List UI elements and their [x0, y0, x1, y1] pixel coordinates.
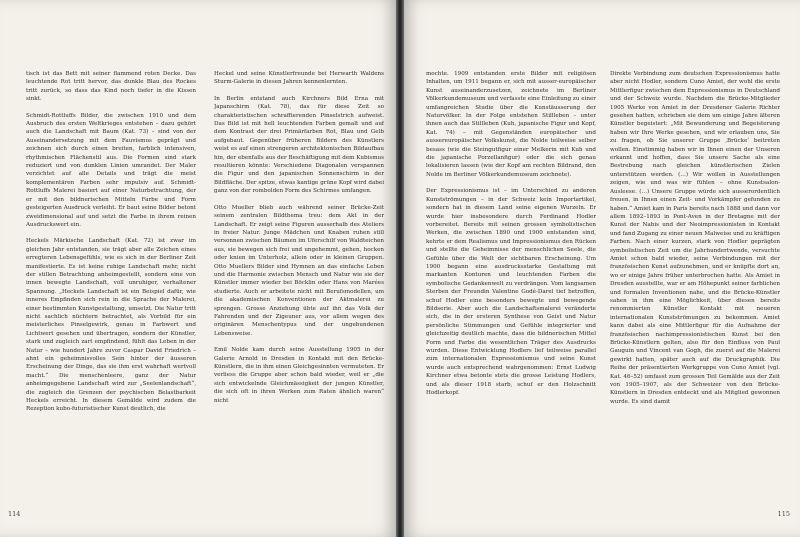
right-page: [404, 0, 800, 537]
book-gutter: [396, 0, 404, 537]
paragraph: tisch ist das Bett mit seiner flammend roten Decke. Das leuchtende Rot tritt hervor, das dunkle Blau des Rockes tritt zurück, so dass das Kind noch tiefer in die Kissen sinkt.: [26, 71, 196, 103]
paragraph: Emil Nolde kam durch seine Ausstellung 1905 in der Galerie Arnold in Dresden in Kontakt mit den Brücke-Künstlern, die in ihm einen Gleichgesinnten vermuteten. Er verliess die Gruppe aber schon bald wieder, weil er „die sich entwickelnde Gleichmässigkeit der jungen Künstler, die sich oft in ihren Werken zum Raten ähnlich waren“ nicht: [214, 347, 384, 404]
left-page-column-2: [214, 70, 384, 510]
paragraph: Heckel und seine Künstlerfreunde bei Herwarth Waldens Sturm-Galerie in diesen Jahren kennenlernten.: [214, 71, 384, 86]
right-page-column-2: [610, 70, 780, 510]
left-page: [0, 0, 396, 537]
page-number: 114: [8, 510, 21, 518]
right-page-column-1: [426, 70, 596, 510]
left-page-column-1: [26, 70, 196, 510]
page-number: 115: [777, 510, 790, 518]
paragraph: In Berlin entstand auch Kirchners Bild Erna mit Japanschirm (Kat. 78), das für diese Zeit so charakteristischen schraffierenden Pinselstrich aufweist. Das Bild ist mit hell leuchtenden Farben gemalt und auf dem Kontrast der drei Primärfarben Rot, Blau und Gelb aufgebaut. Gegenüber früheren Bildern des Künstlers weist es auf einen strengeren architektonischen Bildaufbau hin, der ebenfalls aus der Beschäftigung mit dem Kubismus resultieren könnte: Verschiedene Diagonalen verspannen die Figur und den japanischen Sonnenschirm in der Bildfläche. Der spitze, etwas kantige grüne Kopf wird dabei ganz von der rombolden Form des Schirmes umfangen.: [214, 95, 384, 195]
paragraph: mochte. 1909 entstanden erste Bilder mit religiösen Inhalten, um 1911 begann er, sich mit ausser-europäischer Kunst auseinanderzusetzen, zeichnete im Berliner Völkerkundemuseum und verfasste eine Einleitung zu einer umfangreichen Studie über die Kunstäusserung der Naturvölker. In der Folge entstehen Stillleben – unter ihnen auch das Stillleben (Kuh, japanische Figur und Kopf, Kat. 74) – mit Gegenständen europäischer und aussereuropäischer Volkskunst, die Nolde teilweise selber besass (wie die Steingutfigur einer Melkerin mit Kuh und die japanische Porzellanfigur) oder die sich genau lokalisieren lassen (wie der Kopf am rechten Bildrand, den Nolde im Berliner Völkerkundemuseum zeichnete).: [426, 71, 596, 178]
paragraph: Schmidt-Rottluffs Bilder, die zwischen 1910 und dem Ausbruch des ersten Weltkrieges entstehen – dazu gehört auch die Landschaft mit Baum (Kat. 73) – sind von der Auseinandersetzung mit dem Fauvismus geprägt und zeichnen sich durch einen breiten, farblich intensiven, rhythmischen Flächenstil aus. Die Formen sind stark reduziert und von dunklen Linien umrandet. Der Maler verzichtet auf alle Details und trägt die meist komplementären Farben sehr impulsiv auf. Schmidt-Rottluffs Malerei basiert auf einer Naturbetrachtung, der er mit den bildnerischen Mitteln Farbe und Form gesteigerten Ausdruck verleiht. Er baut seine Bilder betont zweidimensional auf und setzt die Farbe in ihrem reinen Ausdruckswert ein.: [26, 112, 196, 228]
paragraph: Direkte Verbindung zum deutschen Expressionismus hatte aber nicht Hodler, sondern Cuno Amiet, der wohl die erste Mittlerfigur zwischen dem Expressionismus in Deutschland und der Schweiz wurde. Nachdem die Brücke-Mitglieder 1905 Werke von Amiet in der Dresdener Galerie Richter gesehen hatten, schrieben sie dem um einige Jahre älteren Künstler begeistert: „Mit Bewunderung und Begeisterung haben wir Ihre Werke gesehen, und wir erlauben uns, Sie zu fragen, ob Sie unserer Gruppe ‚Brücke‘ beitreten wollen. Einstimmig haben wir in Ihnen einen der Unseren erkannt und hoffen, dass Sie unsere Sache als eine Bestrebung nach gleichen künstlerischen Zielen unterstützen werden. (…) Wir wollen in Ausstellungen zeigen, wie und was wir fühlen – ohne Kunstsalon-Ausleese. (…) Unsere Gruppe würde sich ausserordentlich freuen, in Ihnen einen Zeit- und Vorkämpfer gefunden zu haben.“ Amiet kam in Paris bereits nach 1888 und dann vor allem 1892–1893 in Pont-Aven in der Bretagne mit der Kunst der Nabis und der Neoimpressionisten in Kontakt und fand Zugang zu einer neuen Malweise und zu kräftigen Farben. Nach einer kurzen, stark von Hodler geprägten symbolistischen Zeit um die Jahrhundertwende, versuchte Amiet schon bald wieder, seine Verbindungen mit der französischen Kunst aufzunehmen, und er knüpfte dort an, wo er einige Jahre früher unterbrochen hatte. Als Amiet in Dresden ausstellte, war er am Höhepunkt seiner farblichen und formalen Inventionen nahe, und die Brücke-Künstler sahen in ihm eine Möglichkeit, über diesen bereits renommierten Künstler Kontakt mit neueren internationalen Kunstströmungen zu bekommen. Amiet kann dabei als eine Mittlerfigur für die Aufnahme der französischen nachimpressionistischen Kunst bei den Brücke-Künstlern gelten, also für den Einfluss von Paul Gauguin und Vincent van Gogh, die zuerst auf die Malerei gewirkt hatten, später auch auf die Druckgraphik. Die Reihe der präsentierten Werkgruppe von Cuno Amiet (vgl. Kat. 46–52) umfasst zum grossen Teil Gemälde aus der Zeit von 1905–1907, als der Schweizer von den Brücke-Künstlern in Dresden entdeckt und als Mitglied gewonnen wurde. Es sind damit: [610, 71, 780, 405]
paragraph: Otto Mueller blieb auch während seiner Brücke-Zeit seinem zentralen Bildthema treu: dem Akt in der Landschaft. Er zeigt seine Figuren ausserhalb des Ateliers in freier Natur. Junge Mädchen und Knaben ruhen still versonnen zwischen Bäumen im Uferschilf von Waldteichen aus, sie bewegen sich frei und ungehemmt, gehen, hocken oder knien im Unterholz, allein oder in kleinen Gruppen. Otto Muellers Bilder sind Hymnen an das einfache Leben und die Harmonie zwischen Mensch und Natur wie sie der Künstler immer wieder bei Böcklin oder Hans von Marées studierte. Auch er arbeitete nicht mit Berufsmodellen, um die akademischen Konventionen der Aktmalerei zu sprengen. Grosse Anziehung übte auf ihn das Volk der Fahrenden und der Zigeuner aus, vor allem wegen des originären Menschentypus und der ungebundenen Lebensweise.: [214, 204, 384, 337]
paragraph: Heckels Märkische Landschaft (Kat. 72) ist zwar im gleichen Jahr entstanden, sie trägt aber alle Zeichen eines erregteren Lebensgefühls, wie es sich in der Berliner Zeit manifestierte. Es ist keine ruhige Landschaft mehr, nicht der stillen Betrachtung anheimgestellt, sondern eine von innen bewegte Landschaft, voll unruhiger, verhaltener Spannung. „Heckels Landschaft ist ein Beispiel dafür, wie inneres Empfinden sich rein in die Sprache der Malerei, einer bestimmten Kunstgestaltung, umsetzt. Die Natur tritt nicht sachlich nüchtern betrachtet, als Vorbild für ein meisterliches Pinselgewirk, genau in Farbwert und Lichtwert gesehen und übertragen, sondern der Künstler, stark und zugleich zart empfindend, fühlt das Leben in der Natur – wie hundert Jahre zuvor Caspar David Friedrich – ahnt ein geheimnisvolles Sein hinter der äusseren Erscheinung der Dinge, das sie ihm erst wahrhaft wertvoll macht.“ Die menschenleere, ganz der Natur anheimgegebene Landschaft wird zur „Seelenlandschaft“, die zugleich die Grenzen der psychischen Belastbarkeit Heckels erreicht. In diesem Gemälde wird zudem die Rezeption kubo-futuristischer Kunst deutlich, die: [26, 238, 196, 413]
paragraph: Der Expressionismus ist – im Unterschied zu anderen Kunstströmungen – in der Schweiz kein Importartikel, sondern hat in diesem Land seine eigenen Wurzeln. Er wurde hier insbesondere durch Ferdinand Hodler vorbereitet. Bereits mit seinen grossen symbolistischen Werken, die zwischen 1890 und 1900 entstanden sind, kehrte er dem Realismus und Impressionismus den Rücken und stellte die Geheimnisse der menschlichen Seele, die Gefühle über die Welt der sichtbaren Erscheinung. Um 1900 begann eine ausdrucksstarke Gestaltung mit markanten Konturen und leuchtenden Farben die symbolische Gedankenwelt zu verdrängen. Vom langsamen Sterben der Freundin Valentine Godé-Darel tief betroffen, schuf Hodler eine besonders bewegte und bewegende Bildserie. Aber auch die Landschaftsmalerei veränderte sich, die in der ersteren Synthese von Geist und Natur persönliche Stimmungen und Gefühle integrierter und gleichzeitig deutlich machte, dass die bildnerischen Mittel Form und Farbe die wesentlichen Träger des Ausdrucks wurden. Diese Entwicklung Hodlers lief teilweise parallel zum internationalen Expressionismus und seine Kunst wurde auch entsprechend wahrgenommen: Ernst Ludwig Kirchner etwa betonte stets die grosse Leistung Hodlers, und als dieser 1918 starb, schuf er den Holzschnitt Hodlerkopf.: [426, 188, 596, 397]
